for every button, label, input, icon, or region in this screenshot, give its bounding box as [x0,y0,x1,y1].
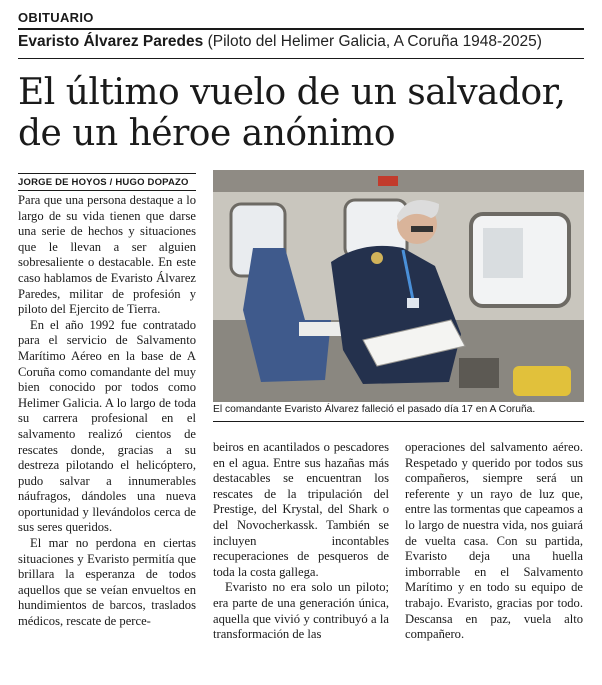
paragraph-3-end: beiros en acantilados o pescadores en el agua. Entre sus hazañas más destacables se encuentran los rescates de la tripulación del Prestige, del Krystal, del Shark o del Novocherkassk. También se incluyen incontables recuperaciones de pesqueros de toda la costa gallega. [213,440,389,579]
paragraph-3-start: El mar no perdona en ciertas situaciones y Evaristo permitía que brillara la esperanza de todos aquellos que se veían envueltos en hundimientos de barcos, traslados médicos, rescate de perce- [18,536,196,629]
photo-caption: El comandante Evaristo Álvarez falleció el pasado día 17 en A Coruña. [213,404,536,415]
paragraph-1: Para que una persona destaque a lo largo de su vida tienen que darse una serie de hechos y situaciones que le llevan a ser alguien sobresaliente o destacable. En este caso hablamos de Evaristo Álvarez Paredes, militar de profesión y piloto del Ejercito de Tierra. [18,193,196,317]
paragraph-4-end: operaciones del salvamento aéreo. Respetado y querido por todos sus compañeros, siempre será un referente y un rayo de luz que, entre las tormentas que capeamos a lo largo de nuestra vida, nos guiará de vuelta casa. Con su partida, Evaristo deja una huella imborrable en el Salvamento Marítimo y en todo su equipo de trabajo. Evaristo, gracias por todo. Descansa en paz, vuela alto compañero. [405,440,583,642]
pilot-photo [213,170,584,402]
top-rule [18,28,584,30]
headline [18,72,584,154]
headline-line-2: de un héroe anónimo [18,113,396,154]
byline: JORGE DE HOYOS / HUGO DOPAZO [18,177,189,188]
deceased-role: (Piloto del Helimer Galicia, A Coruña 1948-2025) [207,33,542,50]
byline-rule-top [18,173,196,174]
article-column-1 [18,193,196,630]
deceased-name: Evaristo Álvarez Paredes [18,33,204,50]
headline-line-1: El último vuelo de un salvador, [18,72,566,113]
article-column-2 [213,440,389,643]
subhead-rule [18,58,584,59]
byline-rule-bottom [18,190,196,191]
section-label: OBITUARIO [18,10,94,25]
paragraph-2: En el año 1992 fue contratado para el servicio de Salvamento Marítimo Aéreo en la base de A Coruña como comandante del muy bien conocido por todos como Helimer Galicia. A lo largo de toda su carrera profesional en el salvamento realizó cientos de rescates donde, gracias a su destreza pilotando el helicóptero, pudo salvar a innumerables náufragos, dándoles una nueva oportunidad y llevándolos cerca de sus seres queridos. [18,317,196,535]
subhead [18,33,542,51]
article-column-3 [405,440,583,643]
caption-rule [213,421,584,422]
paragraph-4-start: Evaristo no era solo un piloto; era parte de una generación única, aquella que vivió y contribuyó a la transformación de las [213,580,389,642]
